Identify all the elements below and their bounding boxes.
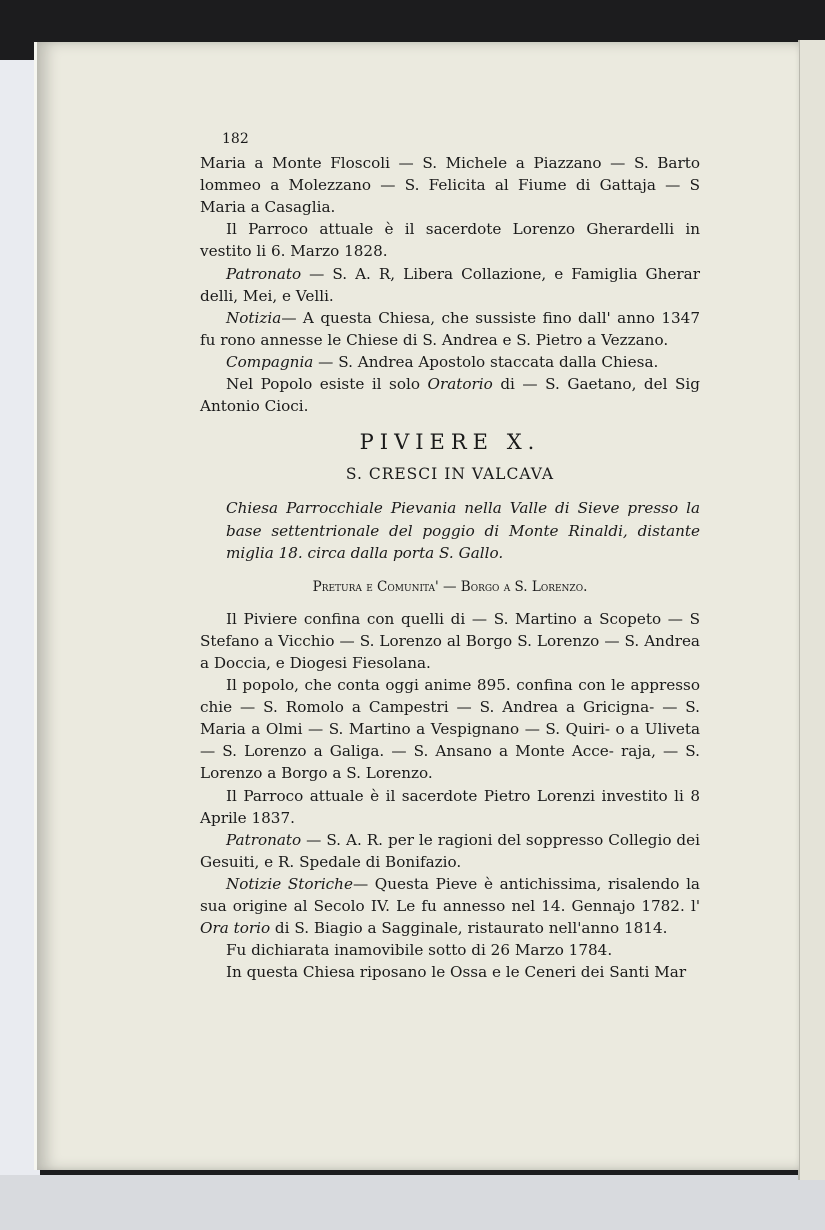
notizie-storiche-a: — Questa Pieve è antichissima, risalendo la sua origine al Secolo IV. Le fu annesso nel 14. Gennajo 1782. l' — [200, 874, 700, 915]
church-title: S. CRESCI IN VALCAVA — [345, 465, 555, 484]
next-page-edge — [798, 40, 825, 1180]
patronato-text: — S. A. R, Libera Collazione, e Famiglia Gherar delli, Mei, e Velli. — [200, 264, 700, 305]
notizie-storiche-b: di S. Biagio a Sagginale, ristaurato nell'anno 1814. — [270, 919, 668, 938]
body-p2: Il popolo, che conta oggi anime 895. confina con le appresso chie — S. Romolo a Campestri — S. Andrea a Gricigna- — S. Maria a Olmi — S. Martino a Vespignano — S. Quiri- o a Uliveta — S. Lorenzo a Galiga. — S. Ansano a Monte Acce- raja, — S. Lorenzo a Borgo a S. Lorenzo. — [200, 676, 700, 783]
intro-line-4 — [200, 307, 700, 351]
section-title: PIVIERE X. — [359, 430, 541, 455]
intro-line-5 — [200, 351, 700, 373]
oratorio-post: di — S. Gaetano, del Sig Antonio Cioci. — [200, 375, 700, 416]
body-p5 — [200, 873, 700, 939]
intro-line-1: Maria a Monte Floscoli — S. Michele a Piazzano — S. Barto lommeo a Molezzano — S. Felicita al Fiume di Gattaja — S Maria a Casaglia. — [200, 154, 700, 217]
body-p4 — [200, 829, 700, 873]
church-description: Chiesa Parrocchiale Pievania nella Valle di Sieve presso la base settentrionale del poggio di Monte Rinaldi, distante miglia 18. circa dalla porta S. Gallo. — [226, 499, 700, 562]
intro-line-3 — [200, 263, 700, 307]
compagnia-text: — S. Andrea Apostolo staccata dalla Chiesa. — [313, 352, 659, 371]
oratorio-label: Oratorio — [427, 375, 493, 394]
background-bottom — [0, 1175, 825, 1230]
patronato-label-2: Patronato — [226, 830, 302, 849]
notizie-storiche-label: Notizie Storiche — [226, 874, 353, 893]
body-p1: Il Piviere confina con quelli di — S. Martino a Scopeto — S Stefano a Vicchio — S. Lorenzo al Borgo S. Lorenzo — S. Andrea a Doccia, e Diogesi Fiesolana. — [200, 609, 700, 672]
page-number: 182 — [222, 131, 249, 147]
body-p6: Fu dichiarata inamovibile sotto di 26 Marzo 1784. — [226, 941, 613, 960]
compagnia-label: Compagnia — [226, 352, 314, 371]
patronato-label: Patronato — [226, 264, 302, 283]
oratorio-italic: Ora torio — [200, 919, 271, 938]
page-text — [200, 128, 700, 983]
body-p3: Il Parroco attuale è il sacerdote Pietro Lorenzi investito li 8 Aprile 1837. — [200, 786, 700, 827]
notizia-label: Notizia — [226, 308, 282, 327]
oratorio-pre: Nel Popolo esiste il solo — [226, 375, 428, 394]
patronato-text-2: — S. A. R. per le ragioni del soppresso Collegio dei Gesuiti, e R. Spedale di Bonifazio. — [200, 830, 700, 871]
pretura-line: Pretura e Comunita' — Borgo a S. Lorenzo. — [312, 578, 588, 595]
body-p7: In questa Chiesa riposano le Ossa e le Ceneri dei Santi Mar — [226, 963, 687, 982]
notizia-text: — A questa Chiesa, che sussiste fino dall' anno 1347 fu rono annesse le Chiese di S. Andrea e S. Pietro a Vezzano. — [200, 308, 700, 349]
intro-line-2: Il Parroco attuale è il sacerdote Lorenzo Gherardelli in vestito li 6. Marzo 1828. — [200, 220, 700, 261]
intro-line-6 — [200, 373, 700, 417]
